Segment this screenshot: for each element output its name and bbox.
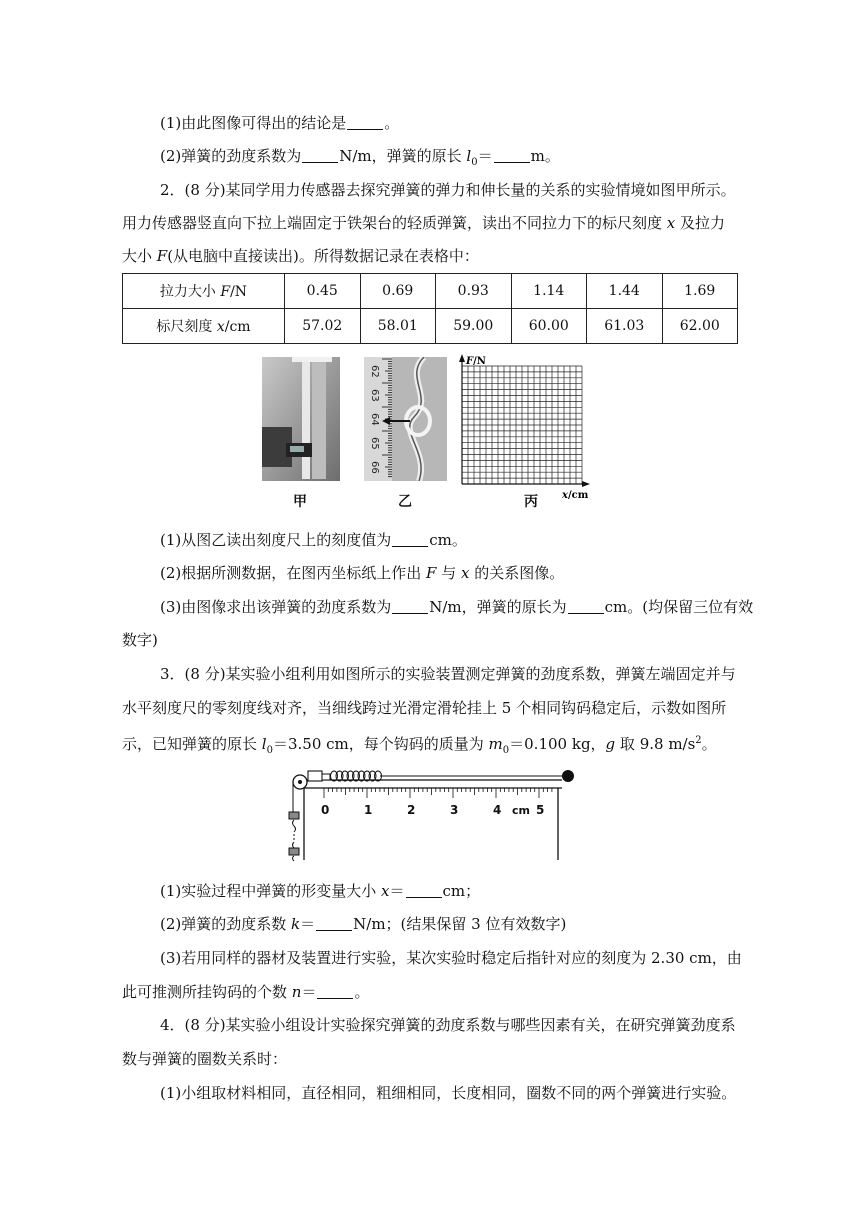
answer-blank[interactable] — [302, 148, 338, 163]
ruler-label: 65 — [369, 437, 380, 450]
q3-text-line-2: 水平刻度尺的零刻度线对齐，当细线跨过光滑定滑轮挂上 5 个相同钩码稳定后，示数如图所 — [122, 699, 727, 717]
table-cell: 0.93 — [436, 274, 512, 309]
table-cell: 1.14 — [511, 274, 587, 309]
ruler-label: 1 — [364, 803, 373, 817]
table-row — [123, 309, 738, 344]
q2-text-line-3: 大小 F(从电脑中直接读出)。所得数据记录在表格中： — [122, 247, 479, 265]
caption-bing: 丙 — [524, 494, 538, 510]
q3-subquestion-1: (1)实验过程中弹簧的形变量大小 x＝ cm； — [160, 882, 481, 900]
q3-subquestion-3-cont: 此可推测所挂钩码的个数 n＝ 。 — [122, 983, 370, 1001]
ruler-label: 66 — [369, 461, 380, 474]
table-cell: 58.01 — [360, 309, 436, 344]
answer-blank[interactable] — [568, 599, 604, 614]
graph-bing — [456, 352, 596, 500]
answer-blank[interactable] — [392, 532, 428, 547]
q2-subquestion-2: (2)根据所测数据，在图丙坐标纸上作出 F 与 x 的关系图像。 — [160, 564, 565, 582]
ruler-label: 0 — [321, 803, 330, 817]
graph-x-axis-label: x/cm — [562, 490, 589, 500]
q4-subquestion-1: (1)小组取材料相同，直径相同，粗细相同，长度相同，圈数不同的两个弹簧进行实验。 — [160, 1084, 737, 1102]
q1-subquestion-1: (1)由此图像可得出的结论是 。 — [160, 114, 400, 132]
answer-blank[interactable] — [317, 984, 353, 999]
graph-y-axis-label: F/N — [466, 356, 486, 367]
ruler-unit: cm — [512, 804, 530, 817]
answer-blank[interactable] — [347, 115, 383, 130]
q3-subquestion-2: (2)弹簧的劲度系数 k＝ N/m；(结果保留 3 位有效数字) — [160, 915, 567, 933]
table-cell: 1.44 — [587, 274, 663, 309]
table-cell: 0.45 — [285, 274, 361, 309]
ruler-label: 64 — [369, 413, 380, 426]
answer-blank[interactable] — [392, 599, 428, 614]
q2-subquestion-1: (1)从图乙读出刻度尺上的刻度值为 cm。 — [160, 531, 467, 549]
ruler-label: 4 — [493, 803, 502, 817]
answer-blank[interactable] — [316, 916, 352, 931]
data-table — [122, 273, 738, 344]
q3-heading: 3．(8 分)某实验小组利用如图所示的实验装置测定弹簧的劲度系数，弹簧左端固定并与 — [160, 665, 736, 683]
table-cell: 57.02 — [285, 309, 361, 344]
q2-heading: 2．(8 分)某同学用力传感器去探究弹簧的弹力和伸长量的关系的实验情境如图甲所示。 — [160, 181, 736, 199]
table-cell: 1.69 — [662, 274, 738, 309]
photo-jia-apparatus — [262, 357, 340, 481]
table-row — [123, 274, 738, 309]
table-cell: 60.00 — [511, 309, 587, 344]
q3-text-line-3: 示，已知弹簧的原长 $l_0=3.50$ cm，每个钩码的质量为 $m_0=0.100$ kg，g 取 9.8 $m/s^2$。 — [122, 735, 717, 756]
caption-yi: 乙 — [398, 494, 412, 510]
table-row-label: 标尺刻度 x/cm — [123, 309, 285, 344]
table-cell: 61.03 — [587, 309, 663, 344]
table-cell: 62.00 — [662, 309, 738, 344]
ruler-label: 5 — [536, 803, 545, 817]
q4-text-line-2: 数与弹簧的圈数关系时： — [122, 1050, 288, 1068]
answer-blank[interactable] — [406, 883, 442, 898]
table-cell: 59.00 — [436, 309, 512, 344]
answer-blank[interactable] — [494, 148, 530, 163]
q2-text-line-2: 用力传感器竖直向下拉上端固定于铁架台的轻质弹簧，读出不同拉力下的标尺刻度 x 及拉力 — [122, 214, 726, 232]
q2-subquestion-3: (3)由图像求出该弹簧的劲度系数为 N/m，弹簧的原长为 cm。(均保留三位有效 — [160, 598, 754, 616]
q3-subquestion-3: (3)若用同样的器材及装置进行实验，某次实验时稳定后指针对应的刻度为 2.30 cm，由 — [160, 949, 742, 967]
q1-subquestion-2: (2)弹簧的劲度系数为 N/m，弹簧的原长 $l_0= m$。 — [160, 147, 560, 168]
q2-subquestion-3-cont: 数字) — [122, 631, 158, 649]
q4-heading: 4．(8 分)某实验小组设计实验探究弹簧的劲度系数与哪些因素有关，在研究弹簧劲度系 — [160, 1016, 736, 1034]
table-row-label: 拉力大小 F/N — [123, 274, 285, 309]
caption-jia: 甲 — [293, 494, 307, 510]
spring-ruler-figure — [284, 768, 580, 862]
ruler-label: 63 — [369, 389, 380, 402]
ruler-label: 3 — [450, 803, 459, 817]
photo-yi-ruler — [364, 357, 447, 481]
ruler-label: 62 — [369, 365, 380, 378]
table-cell: 0.69 — [360, 274, 436, 309]
ruler-label: 2 — [407, 803, 416, 817]
